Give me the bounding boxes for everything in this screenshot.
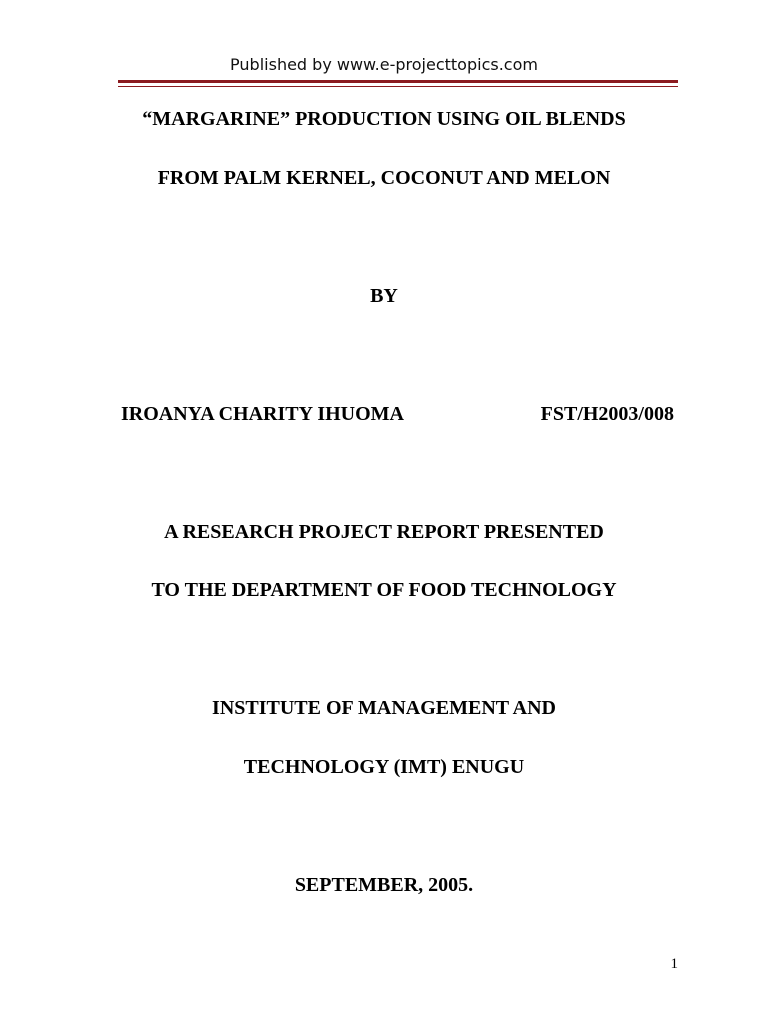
author-reg-number: FST/H2003/008 xyxy=(540,403,674,425)
page-number: 1 xyxy=(670,956,678,972)
presentation-line-2: TO THE DEPARTMENT OF FOOD TECHNOLOGY xyxy=(151,579,617,601)
publisher-text: Published by www.e-projecttopics.com xyxy=(230,55,538,74)
author-name: IROANYA CHARITY IHUOMA xyxy=(121,403,404,425)
presentation-line-1: A RESEARCH PROJECT REPORT PRESENTED xyxy=(164,521,604,543)
institution-line-2: TECHNOLOGY (IMT) ENUGU xyxy=(243,756,525,778)
submission-date: SEPTEMBER, 2005. xyxy=(294,874,474,896)
header-rule-thin xyxy=(118,86,678,87)
institution-line-1: INSTITUTE OF MANAGEMENT AND xyxy=(212,697,556,719)
author-row xyxy=(0,401,768,427)
header-rule-thick xyxy=(118,80,678,83)
title-line-1: “MARGARINE” PRODUCTION USING OIL BLENDS xyxy=(142,108,626,130)
title-line-2: FROM PALM KERNEL, COCONUT AND MELON xyxy=(157,167,611,189)
by-label: BY xyxy=(370,285,398,307)
